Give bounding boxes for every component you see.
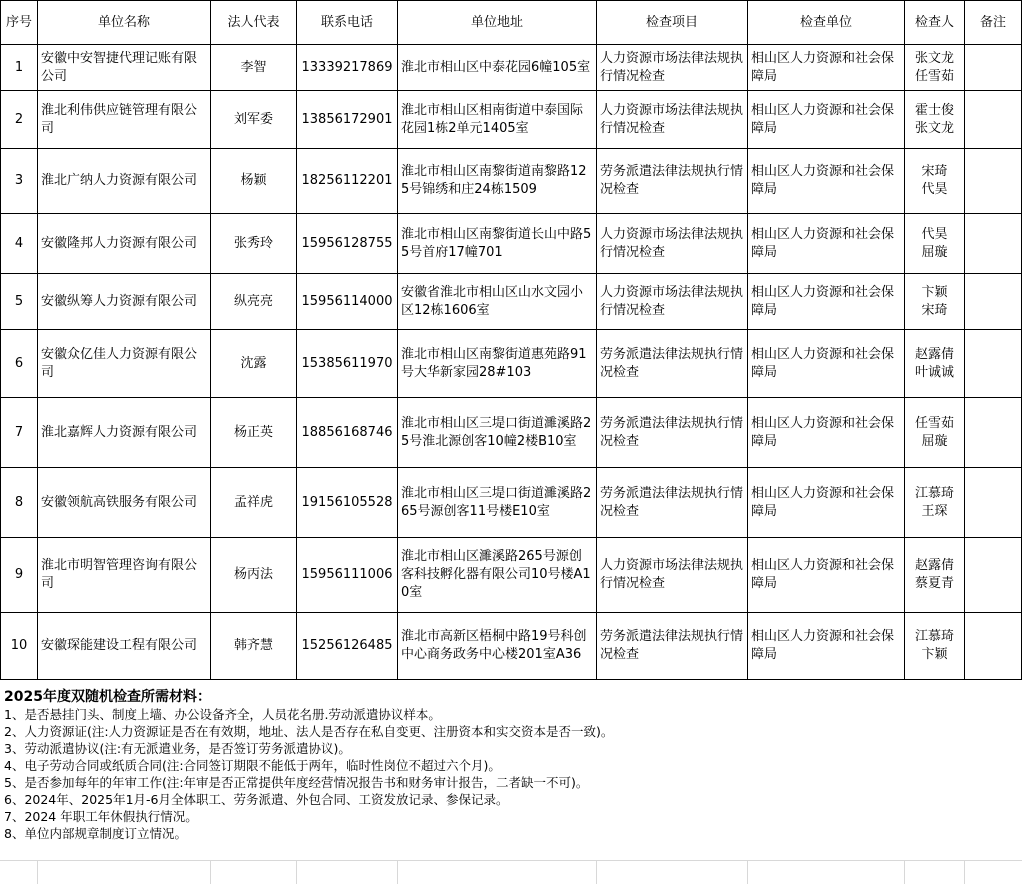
cell-unit: 相山区人力资源和社会保障局 — [748, 398, 905, 468]
header-unit: 检查单位 — [748, 1, 905, 45]
inspector-name: 王琛 — [921, 503, 948, 519]
cell-item: 人力资源市场法律法规执行情况检查 — [597, 91, 748, 149]
inspector-name: 卞颖 — [921, 284, 948, 300]
cell-phone: 13856172901 — [297, 91, 398, 149]
notes-item: 3、劳动派遣协议(注:有无派遣业务，是否签订劳务派遣协议)。 — [4, 741, 351, 756]
cell-note — [965, 398, 1022, 468]
header-inspectors: 检查人 — [905, 1, 965, 45]
cell-phone: 15956114000 — [297, 274, 398, 330]
cell-rep: 孟祥虎 — [211, 468, 297, 538]
notes-item: 1、是否悬挂门头、制度上墙、办公设备齐全，人员花名册.劳动派遣协议样本。 — [4, 707, 441, 722]
cell-unit: 相山区人力资源和社会保障局 — [748, 274, 905, 330]
cell-addr: 安徽省淮北市相山区山水文园小区12栋1606室 — [398, 274, 597, 330]
cell-addr: 淮北市相山区三堤口街道濉溪路25号淮北源创客10幢2楼B10室 — [398, 398, 597, 468]
header-no: 序号 — [1, 1, 38, 45]
notes-title: 2025年度双随机检查所需材料： — [4, 689, 211, 705]
inspector-name: 霍士俊 — [914, 102, 954, 118]
cell-no: 1 — [1, 45, 38, 91]
cell-addr: 淮北市相山区三堤口街道濉溪路265号源创客11号楼E10室 — [398, 468, 597, 538]
notes-item: 7、2024 年职工年休假执行情况。 — [4, 809, 198, 824]
cell-rep: 杨颖 — [211, 149, 297, 214]
table-row — [1, 538, 1022, 613]
cell-note — [965, 330, 1022, 398]
notes-item: 4、电子劳动合同或纸质合同(注:合同签订期限不能低于两年，临时性岗位不超过六个月)。 — [4, 758, 501, 773]
cell-item: 劳务派遣法律法规执行情况检查 — [597, 330, 748, 398]
cell-addr: 淮北市相山区相南街道中泰国际花园1栋2单元1405室 — [398, 91, 597, 149]
cell-item: 劳务派遣法律法规执行情况检查 — [597, 398, 748, 468]
cell-item: 人力资源市场法律法规执行情况检查 — [597, 45, 748, 91]
cell-note — [965, 45, 1022, 91]
cell-item: 人力资源市场法律法规执行情况检查 — [597, 538, 748, 613]
cell-note — [965, 538, 1022, 613]
cell-inspectors — [905, 149, 965, 214]
header-name: 单位名称 — [38, 1, 211, 45]
cell-inspectors — [905, 214, 965, 274]
cell-unit: 相山区人力资源和社会保障局 — [748, 45, 905, 91]
cell-unit: 相山区人力资源和社会保障局 — [748, 538, 905, 613]
cell-item: 劳务派遣法律法规执行情况检查 — [597, 149, 748, 214]
header-rep: 法人代表 — [211, 1, 297, 45]
table-row — [1, 214, 1022, 274]
inspector-name: 张文龙 — [914, 120, 954, 136]
header-item: 检查项目 — [597, 1, 748, 45]
inspector-name: 江慕琦 — [914, 629, 954, 644]
cell-item: 人力资源市场法律法规执行情况检查 — [597, 274, 748, 330]
cell-no: 7 — [1, 398, 38, 468]
cell-phone: 15385611970 — [297, 330, 398, 398]
cell-inspectors — [905, 45, 965, 91]
cell-item: 劳务派遣法律法规执行情况检查 — [597, 613, 748, 680]
cell-name: 安徽隆邦人力资源有限公司 — [38, 214, 211, 274]
cell-rep: 沈露 — [211, 330, 297, 398]
cell-inspectors — [905, 330, 965, 398]
cell-rep: 杨正英 — [211, 398, 297, 468]
cell-addr: 淮北市相山区南黎街道长山中路55号首府17幢701 — [398, 214, 597, 274]
table-row — [1, 398, 1022, 468]
materials-notes — [4, 689, 1014, 842]
header-note: 备注 — [965, 1, 1022, 45]
cell-addr: 淮北市相山区南黎街道惠苑路91号大华新家园28#103 — [398, 330, 597, 398]
inspector-name: 任雪茹 — [914, 415, 954, 431]
cell-no: 5 — [1, 274, 38, 330]
cell-rep: 刘军委 — [211, 91, 297, 149]
cell-name: 安徽纵筹人力资源有限公司 — [38, 274, 211, 330]
cell-unit: 相山区人力资源和社会保障局 — [748, 330, 905, 398]
cell-note — [965, 214, 1022, 274]
header-phone: 联系电话 — [297, 1, 398, 45]
cell-note — [965, 149, 1022, 214]
cell-name: 安徽领航高铁服务有限公司 — [38, 468, 211, 538]
cell-name: 淮北市明智管理咨询有限公司 — [38, 538, 211, 613]
header-row — [1, 1, 1022, 45]
cell-inspectors — [905, 274, 965, 330]
cell-unit: 相山区人力资源和社会保障局 — [748, 468, 905, 538]
inspector-name: 卞颖 — [921, 647, 948, 662]
cell-name: 安徽众亿佳人力资源有限公司 — [38, 330, 211, 398]
cell-name: 淮北嘉辉人力资源有限公司 — [38, 398, 211, 468]
inspector-name: 屈璇 — [921, 244, 948, 260]
cell-unit: 相山区人力资源和社会保障局 — [748, 149, 905, 214]
cell-addr: 淮北市相山区濉溪路265号源创客科技孵化器有限公司10号楼A10室 — [398, 538, 597, 613]
cell-note — [965, 274, 1022, 330]
cell-item: 人力资源市场法律法规执行情况检查 — [597, 214, 748, 274]
cell-rep: 李智 — [211, 45, 297, 91]
cell-phone: 15256126485 — [297, 613, 398, 680]
header-addr: 单位地址 — [398, 1, 597, 45]
inspector-name: 赵露倩 — [914, 346, 954, 362]
table-row — [1, 274, 1022, 330]
inspector-name: 宋琦 — [921, 302, 948, 318]
notes-item: 6、2024年、2025年1月-6月全体职工、劳务派遣、外包合同、工资发放记录、参保记录。 — [4, 792, 509, 807]
cell-phone: 13339217869 — [297, 45, 398, 91]
inspector-name: 代昊 — [921, 182, 948, 197]
cell-no: 10 — [1, 613, 38, 680]
cell-note — [965, 91, 1022, 149]
cell-phone: 18856168746 — [297, 398, 398, 468]
cell-name: 安徽中安智捷代理记账有限公司 — [38, 45, 211, 91]
cell-no: 6 — [1, 330, 38, 398]
inspector-name: 叶诚诚 — [914, 364, 954, 380]
inspector-name: 代昊 — [921, 226, 948, 242]
cell-addr: 淮北市高新区梧桐中路19号科创中心商务政务中心楼201室A36 — [398, 613, 597, 680]
cell-inspectors — [905, 468, 965, 538]
table-row — [1, 330, 1022, 398]
cell-phone: 18256112201 — [297, 149, 398, 214]
notes-item: 5、是否参加每年的年审工作(注:年审是否正常提供年度经营情况报告书和财务审计报告，二者缺一不可)。 — [4, 775, 589, 790]
cell-rep: 韩齐慧 — [211, 613, 297, 680]
cell-no: 3 — [1, 149, 38, 214]
cell-rep: 张秀玲 — [211, 214, 297, 274]
cell-note — [965, 468, 1022, 538]
cell-name: 淮北广纳人力资源有限公司 — [38, 149, 211, 214]
cell-no: 8 — [1, 468, 38, 538]
inspector-name: 蔡夏青 — [914, 576, 954, 591]
inspector-name: 屈璇 — [921, 433, 948, 449]
table-row — [1, 45, 1022, 91]
cell-addr: 淮北市相山区南黎街道南黎路125号锦绣和庄24栋1509 — [398, 149, 597, 214]
cell-inspectors — [905, 398, 965, 468]
notes-item: 8、单位内部规章制度订立情况。 — [4, 826, 187, 841]
table-row — [1, 468, 1022, 538]
cell-rep: 杨丙法 — [211, 538, 297, 613]
inspector-name: 宋琦 — [921, 164, 948, 179]
inspector-name: 任雪茹 — [914, 68, 954, 84]
cell-name: 安徽琛能建设工程有限公司 — [38, 613, 211, 680]
cell-unit: 相山区人力资源和社会保障局 — [748, 214, 905, 274]
inspector-name: 江慕琦 — [914, 485, 954, 501]
cell-phone: 19156105528 — [297, 468, 398, 538]
cell-unit: 相山区人力资源和社会保障局 — [748, 91, 905, 149]
cell-item: 劳务派遣法律法规执行情况检查 — [597, 468, 748, 538]
inspector-name: 张文龙 — [914, 50, 954, 66]
cell-no: 4 — [1, 214, 38, 274]
cell-phone: 15956111006 — [297, 538, 398, 613]
cell-inspectors — [905, 613, 965, 680]
cell-inspectors — [905, 538, 965, 613]
table-row — [1, 149, 1022, 214]
cell-note — [965, 613, 1022, 680]
cell-unit: 相山区人力资源和社会保障局 — [748, 613, 905, 680]
cell-rep: 纵亮亮 — [211, 274, 297, 330]
inspector-name: 赵露倩 — [914, 558, 954, 573]
table-row — [1, 613, 1022, 680]
empty-sheet-row — [0, 860, 1022, 884]
cell-phone: 15956128755 — [297, 214, 398, 274]
notes-item: 2、人力资源证(注:人力资源证是否在有效期，地址、法人是否存在私自变更、注册资本和实交资本是否一致)。 — [4, 724, 614, 739]
cell-name: 淮北利伟供应链管理有限公司 — [38, 91, 211, 149]
cell-no: 2 — [1, 91, 38, 149]
table-row — [1, 91, 1022, 149]
cell-no: 9 — [1, 538, 38, 613]
cell-inspectors — [905, 91, 965, 149]
cell-addr: 淮北市相山区中泰花园6幢105室 — [398, 45, 597, 91]
